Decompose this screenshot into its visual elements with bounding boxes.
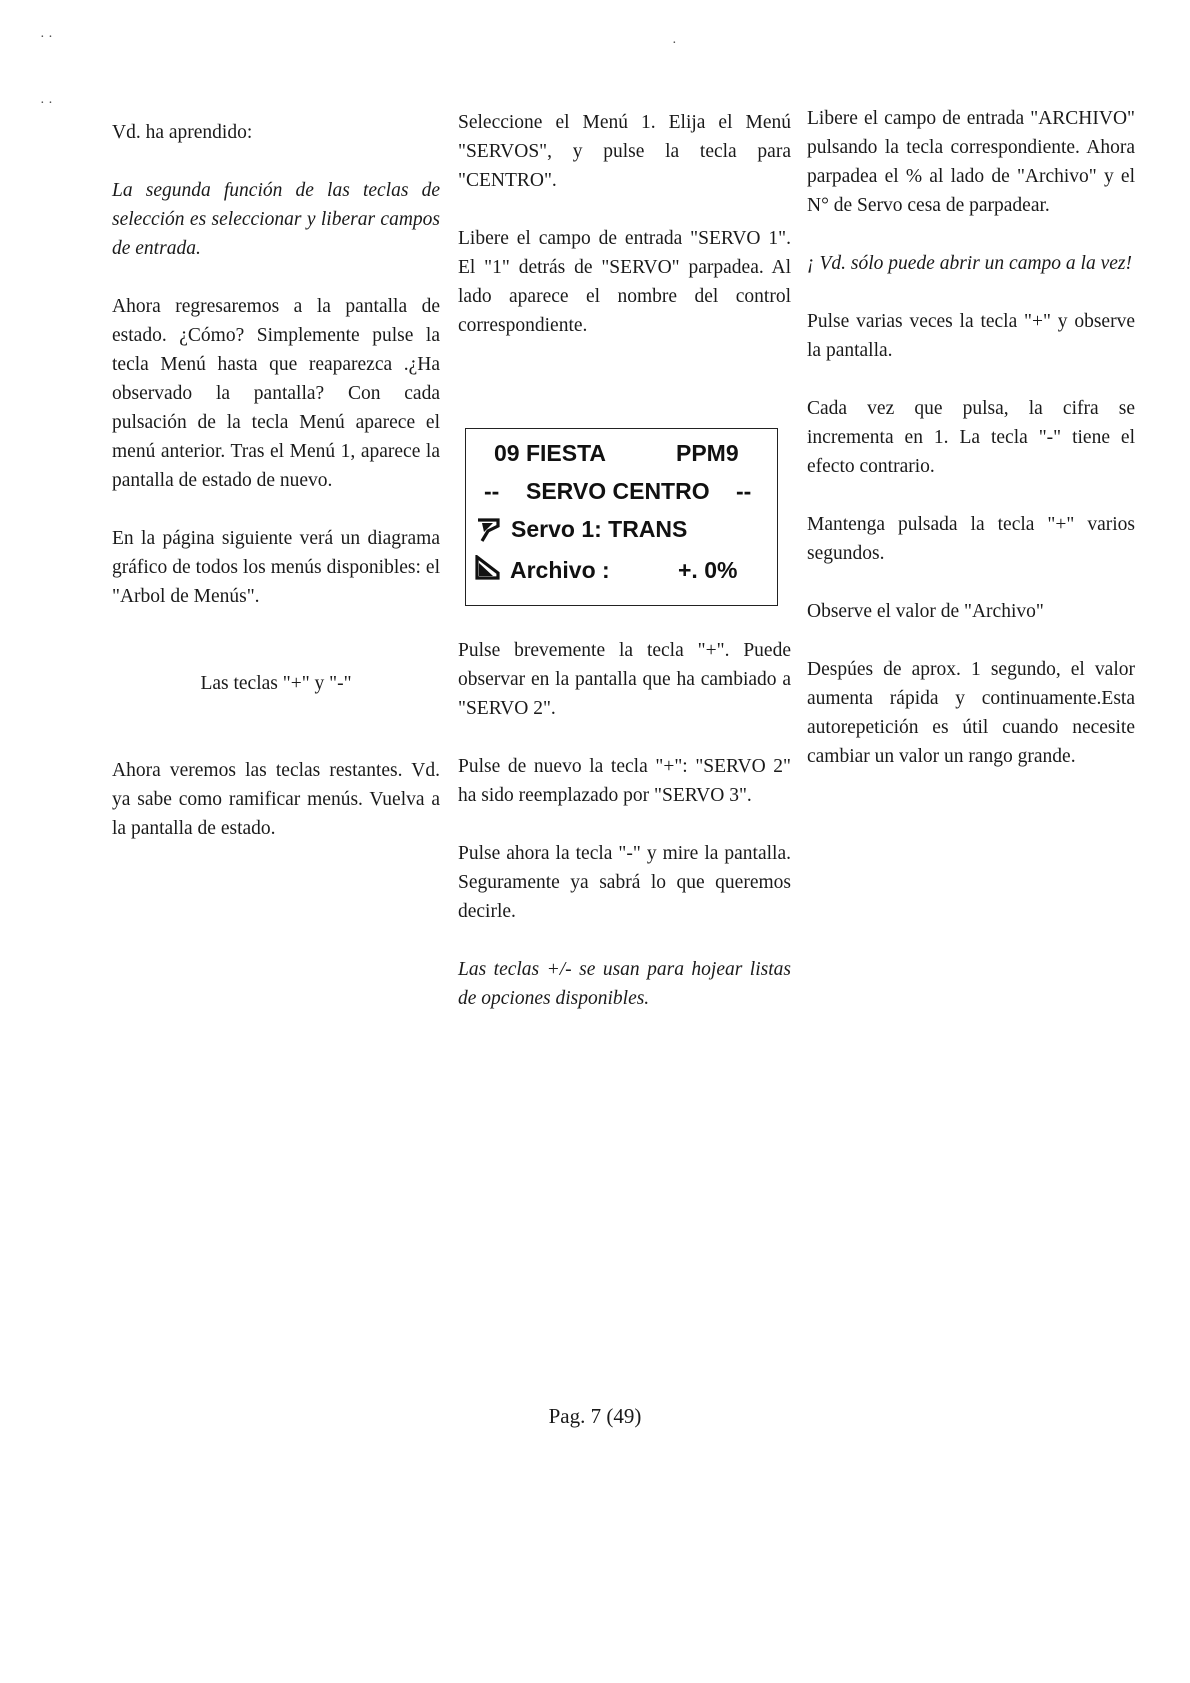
boot-icon bbox=[474, 555, 500, 581]
paragraph: Libere el campo de entrada "ARCHIVO" pulsando la tecla correspondiente. Ahora parpadea el % al lado de "Archivo" y el N° de Servo cesa de parpadear. bbox=[807, 108, 1135, 216]
intro-text: Vd. ha aprendido: bbox=[112, 122, 253, 143]
italic-note: ¡ Vd. sólo puede abrir un campo a la vez! bbox=[807, 253, 1132, 274]
paragraph: Observe el valor de "Archivo" bbox=[807, 601, 1044, 622]
lcd-servo-line: Servo 1: TRANS bbox=[511, 516, 688, 542]
lcd-display bbox=[465, 428, 778, 606]
page-number: Pag. 7 (49) bbox=[548, 1404, 642, 1428]
lcd-model-name: 09 FIESTA bbox=[494, 440, 607, 466]
paragraph: Pulse ahora la tecla "-" y mire la pantalla. Seguramente ya sabrá lo que queremos decirle. bbox=[458, 843, 791, 922]
flag-icon bbox=[475, 517, 501, 543]
lcd-dash-left: -- bbox=[484, 478, 500, 504]
paragraph: Seleccione el Menú 1. Elija el Menú "SERVOS", y pulse la tecla para "CENTRO". bbox=[458, 112, 791, 191]
lcd-archivo-value: +. 0% bbox=[678, 557, 738, 583]
scan-speck: · · bbox=[40, 30, 53, 45]
lcd-row-menu bbox=[466, 476, 777, 506]
lcd-mode: PPM9 bbox=[676, 440, 739, 466]
paragraph: Despúes de aprox. 1 segundo, el valor aumenta rápida y continuamente.Esta autorepetición es útil cuando necesite cambiar un valor un rango grande. bbox=[807, 659, 1135, 767]
italic-note: Las teclas +/- se usan para hojear listas de opciones disponibles. bbox=[458, 959, 791, 1009]
paragraph: Pulse de nuevo la tecla "+": "SERVO 2" ha sido reemplazado por "SERVO 3". bbox=[458, 756, 791, 806]
scan-speck: · bbox=[672, 36, 677, 51]
paragraph: Libere el campo de entrada "SERVO 1". El "1" detrás de "SERVO" parpadea. Al lado aparece el nombre del control correspondiente. bbox=[458, 228, 791, 336]
paragraph: Mantenga pulsada la tecla "+" varios segundos. bbox=[807, 514, 1135, 564]
paragraph: Cada vez que pulsa, la cifra se incrementa en 1. La tecla "-" tiene el efecto contrario. bbox=[807, 398, 1135, 477]
lcd-menu-title: SERVO CENTRO bbox=[526, 478, 710, 504]
paragraph: Pulse brevemente la tecla "+". Puede observar en la pantalla que ha cambiado a "SERVO 2". bbox=[458, 640, 791, 719]
lcd-dash-right: -- bbox=[736, 478, 752, 504]
italic-note: La segunda función de las teclas de selección es seleccionar y liberar campos de entrada. bbox=[112, 180, 440, 259]
column-left bbox=[112, 118, 440, 872]
paragraph: Ahora veremos las teclas restantes. Vd. ya sabe como ramificar menús. Vuelva a la pantalla de estado. bbox=[112, 760, 440, 839]
lcd-row-model bbox=[466, 438, 777, 468]
column-right bbox=[807, 104, 1135, 800]
lcd-row-servo bbox=[466, 514, 777, 544]
paragraph: Ahora regresaremos a la pantalla de estado. ¿Cómo? Simplemente pulse la tecla Menú hasta que reaparezca .¿Ha observado la pantalla? Con cada pulsación de la tecla Menú aparece el menú anterior. Tras el Menú 1, aparece la pantalla de estado de nuevo. bbox=[112, 296, 440, 491]
paragraph: En la página siguiente verá un diagrama gráfico de todos los menús disponibles: el "Arbol de Menús". bbox=[112, 528, 440, 607]
section-heading: Las teclas "+" y "-" bbox=[200, 673, 352, 694]
lcd-row-archivo bbox=[466, 555, 777, 585]
lcd-archivo-label: Archivo : bbox=[510, 557, 610, 583]
scan-speck: · · bbox=[40, 96, 53, 111]
paragraph: Pulse varias veces la tecla "+" y observe la pantalla. bbox=[807, 311, 1135, 361]
